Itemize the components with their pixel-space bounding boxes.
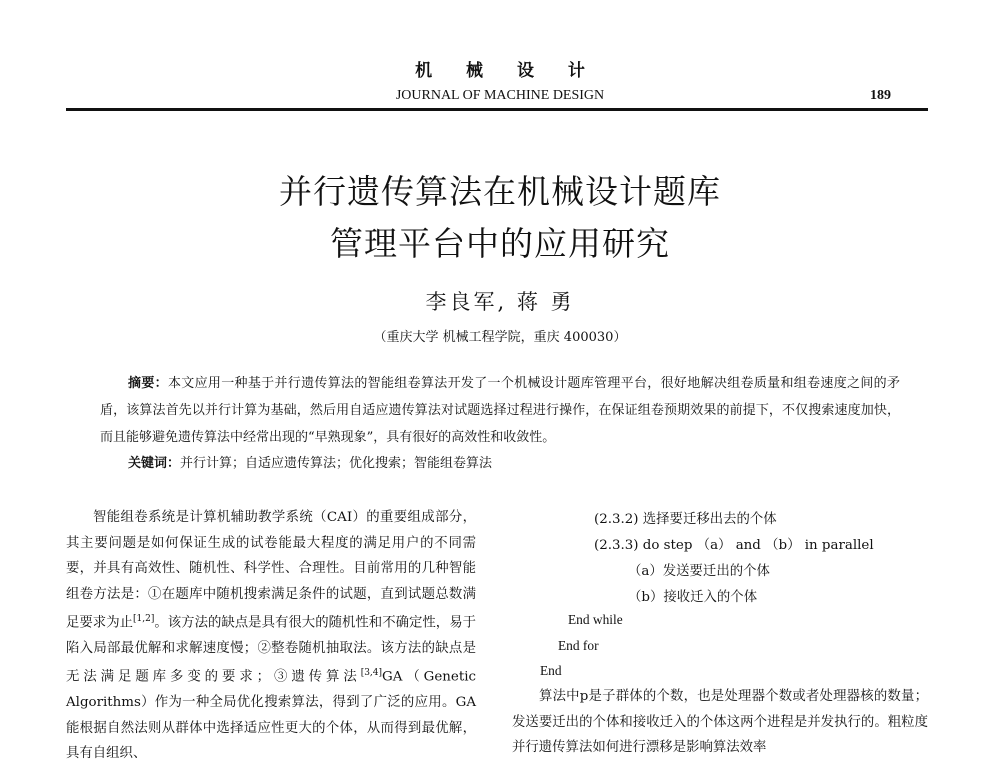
left-text-part-3: GA（Genetic Algorithms）作为一种全局优化搜索算法，得到了广泛的应用。GA能根据自然法则从群体中选择适应性更大的个体，从而得到最优解，具有自组织、 (66, 669, 477, 762)
paper-authors: 李良军, 蒋 勇 (425, 290, 575, 314)
left-text-part-1: 智能组卷系统是计算机辅助教学系统（CAI）的重要组成部分，其主要问题是如何保证生成的试卷能最大程度的满足用户的不同需要，并具有高效性、随机性、科学性、合理性。目前常用的几种智能组卷方法是：①在题库中随机搜索满足条件的试题，直到试题总数满足要求为止 (66, 510, 476, 631)
abstract (100, 370, 900, 451)
right-paragraph (512, 684, 928, 761)
paper-title-line-2: 管理平台中的应用研究 (330, 224, 670, 263)
journal-title-chinese: 机 械 设 计 (415, 61, 599, 81)
algo-step-b: （b）接收迁入的个体 (628, 590, 758, 605)
left-column (66, 505, 476, 767)
algo-end-for: End for (558, 638, 599, 653)
keywords-text: 并行计算；自适应遗传算法；优化搜索；智能组卷算法 (180, 456, 493, 471)
paper-affiliation: （重庆大学 机械工程学院，重庆 400030） (373, 330, 627, 345)
citation-1-2: [1,2] (133, 614, 155, 624)
keywords (128, 452, 492, 471)
abstract-label: 摘要： (128, 376, 168, 391)
citation-3-4: [3,4] (360, 668, 383, 679)
keywords-label: 关键词： (128, 456, 181, 471)
algo-step-2-3-3: (2.3.3) do step （a） and （b） in parallel (594, 538, 874, 553)
left-paragraph (66, 505, 476, 767)
paper-title-line-1: 并行遗传算法在机械设计题库 (279, 172, 721, 211)
header-rule (66, 108, 928, 111)
algo-step-a: （a）发送要迁出的个体 (628, 564, 770, 579)
left-text-part-2: 。该方法的缺点是具有很大的随机性和不确定性，易于陷入局部最优解和求解速度慢；②整卷随机抽取法。该方法的缺点是无法满足题库多变的要求；③遗传算法 (66, 615, 477, 685)
abstract-text: 本文应用一种基于并行遗传算法的智能组卷算法开发了一个机械设计题库管理平台，很好地解决组卷质量和组卷速度之间的矛盾，该算法首先以并行计算为基础，然后用自适应遗传算法对试题选择过程进行操作，在保证组卷预期效果的前提下，不仅搜索速度加快，而且能够避免遗传算法中经常出现的“早熟现象”，具有很好的高效性和收敛性。 (100, 376, 900, 445)
right-paragraph-text: 算法中p是子群体的个数，也是处理器个数或者处理器核的数量；发送要迁出的个体和接收迁入的个体这两个进程是并发执行的。粗粒度并行遗传算法如何进行漂移是影响算法效率 (512, 689, 928, 755)
algo-end: End (540, 663, 562, 678)
page-number: 189 (870, 88, 891, 103)
algo-end-while: End while (568, 612, 623, 627)
journal-title-english: JOURNAL OF MACHINE DESIGN (395, 88, 605, 103)
algo-step-2-3-2: (2.3.2) 选择要迁移出去的个体 (594, 512, 777, 527)
